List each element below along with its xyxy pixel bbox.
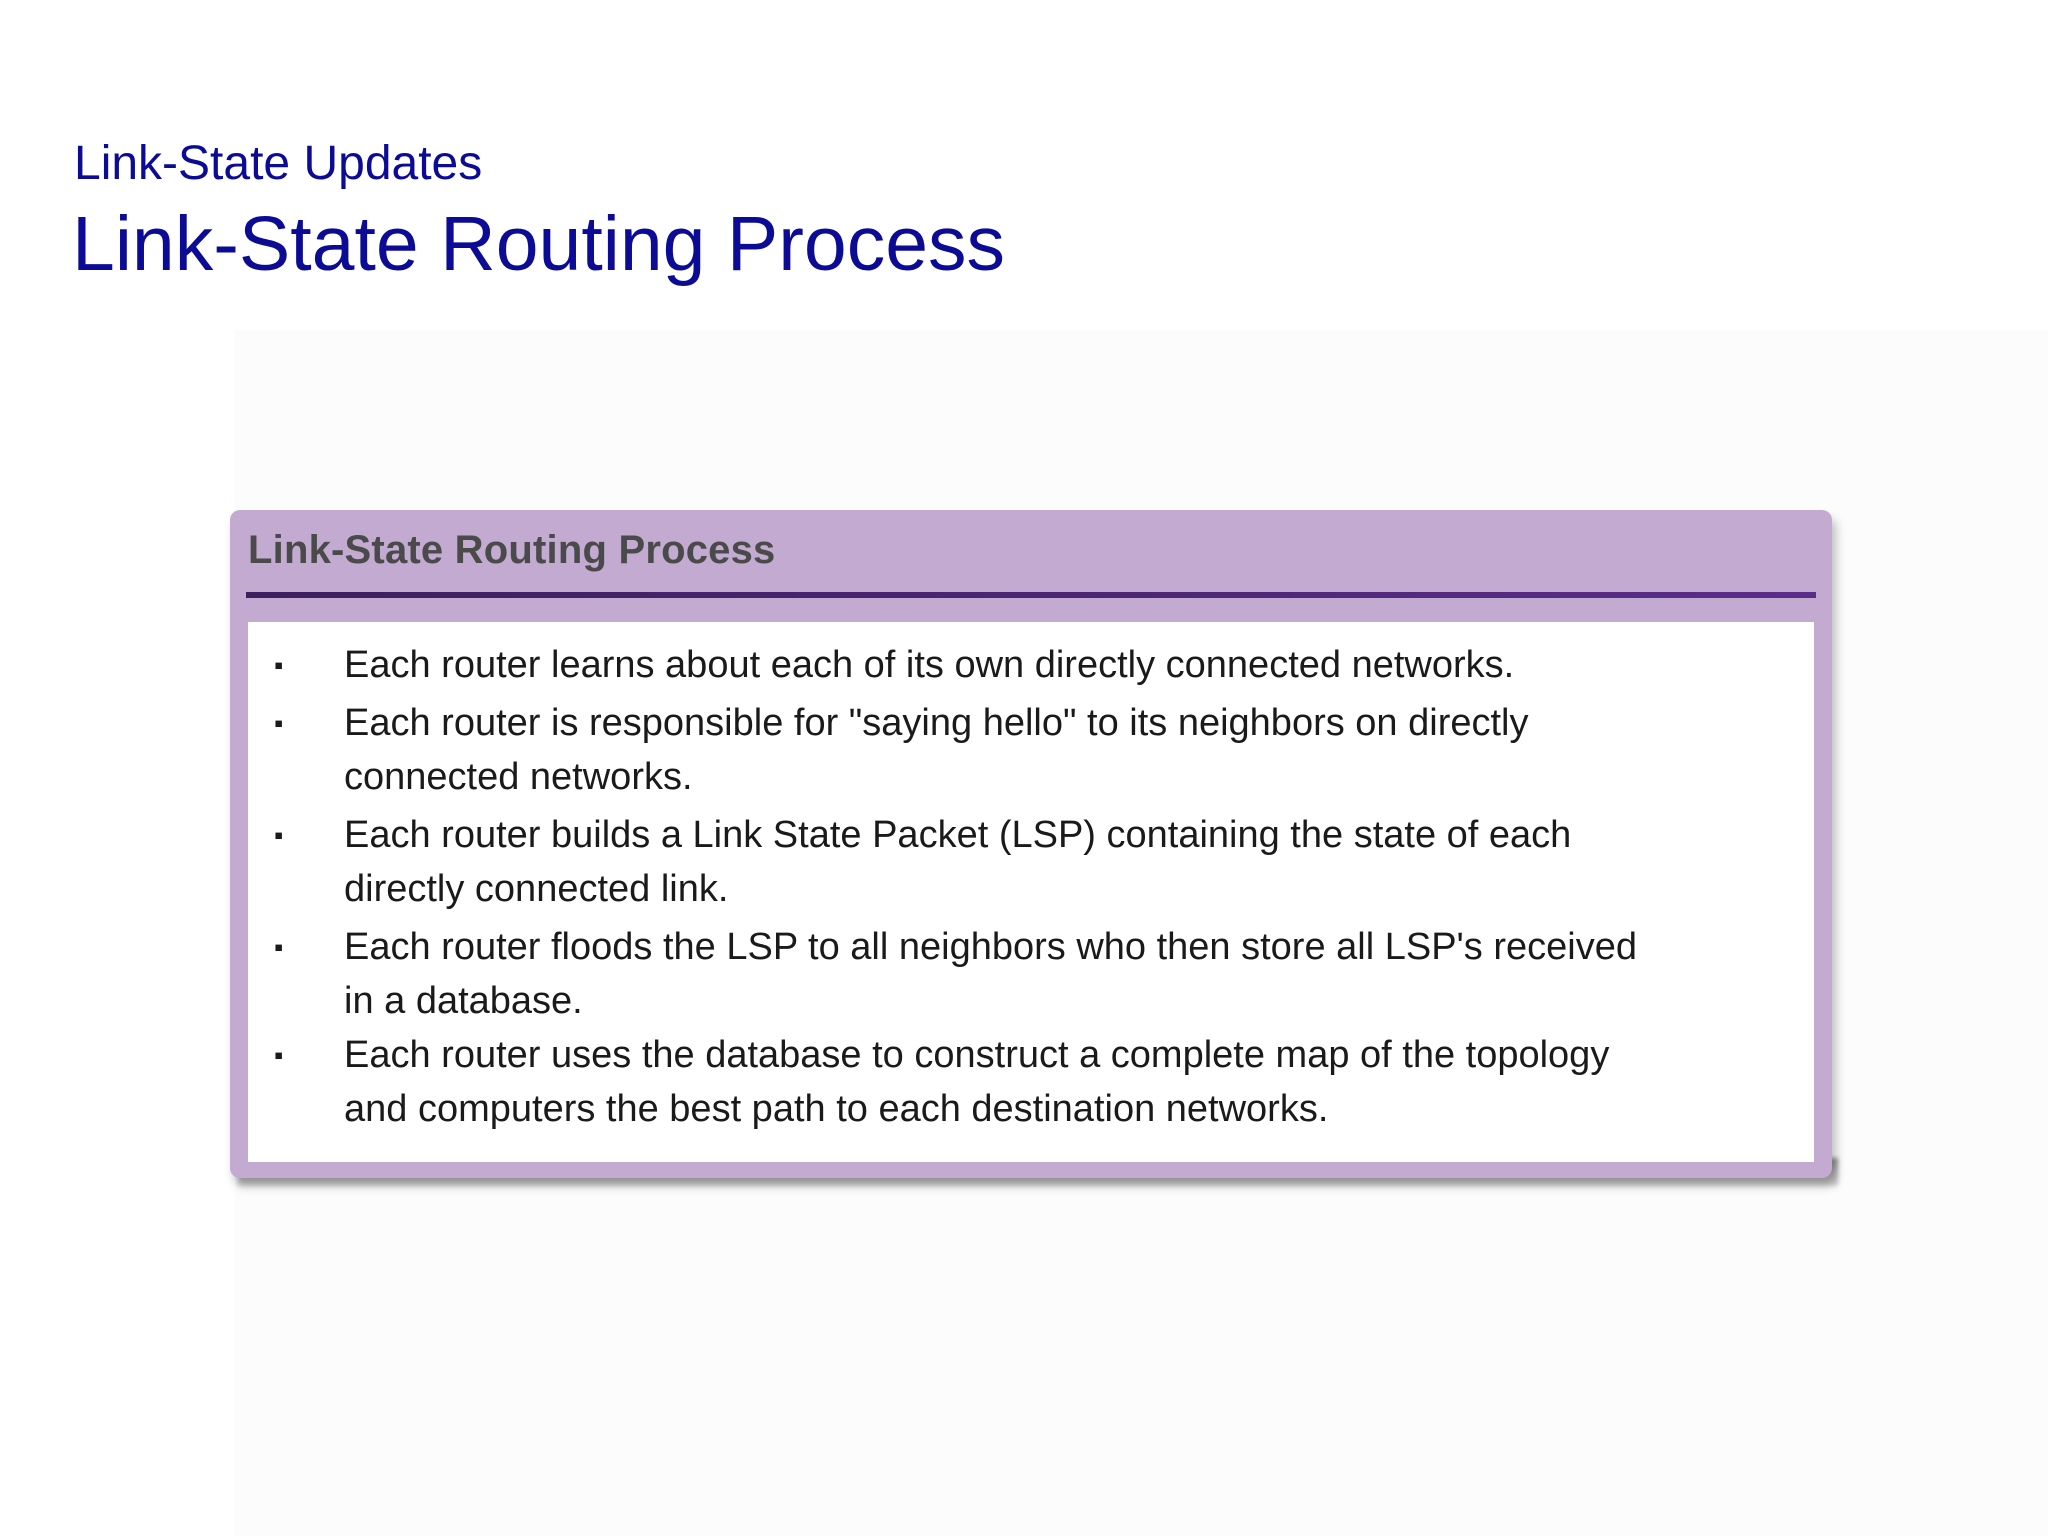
bullet-icon: ▪: [274, 1040, 284, 1070]
bullet-list: [248, 638, 1814, 1136]
bullet-icon: ▪: [274, 820, 284, 850]
bullet-icon: ▪: [274, 932, 284, 962]
content-panel: [230, 510, 1832, 1178]
panel-divider: [246, 592, 1816, 598]
slide-subtitle: Link-State Updates: [74, 137, 483, 190]
bullet-text-line: Each router floods the LSP to all neighbors who then store all LSP's received: [344, 926, 1637, 968]
panel-body: [248, 622, 1814, 1162]
bullet-text-line: Each router builds a Link State Packet (LSP) containing the state of each: [344, 814, 1572, 856]
bullet-item: [248, 920, 1814, 1028]
bullet-item: [248, 1028, 1814, 1136]
bullet-text-line: Each router uses the database to construct a complete map of the topology: [344, 1034, 1610, 1076]
bullet-text-line: and computers the best path to each destination networks.: [344, 1088, 1329, 1130]
bullet-item: [248, 638, 1814, 692]
bullet-text-line: connected networks.: [344, 756, 693, 798]
bullet-text-line: in a database.: [344, 980, 583, 1022]
bullet-icon: ▪: [274, 708, 284, 738]
bullet-item: [248, 696, 1814, 804]
panel-heading: Link-State Routing Process: [248, 528, 776, 572]
bullet-text-line: Each router learns about each of its own directly connected networks.: [344, 644, 1515, 686]
slide-title: Link-State Routing Process: [72, 201, 1006, 287]
bullet-item: [248, 808, 1814, 916]
bullet-text-line: Each router is responsible for "saying hello" to its neighbors on directly: [344, 702, 1529, 744]
bullet-text-line: directly connected link.: [344, 868, 729, 910]
bullet-icon: ▪: [274, 650, 284, 680]
